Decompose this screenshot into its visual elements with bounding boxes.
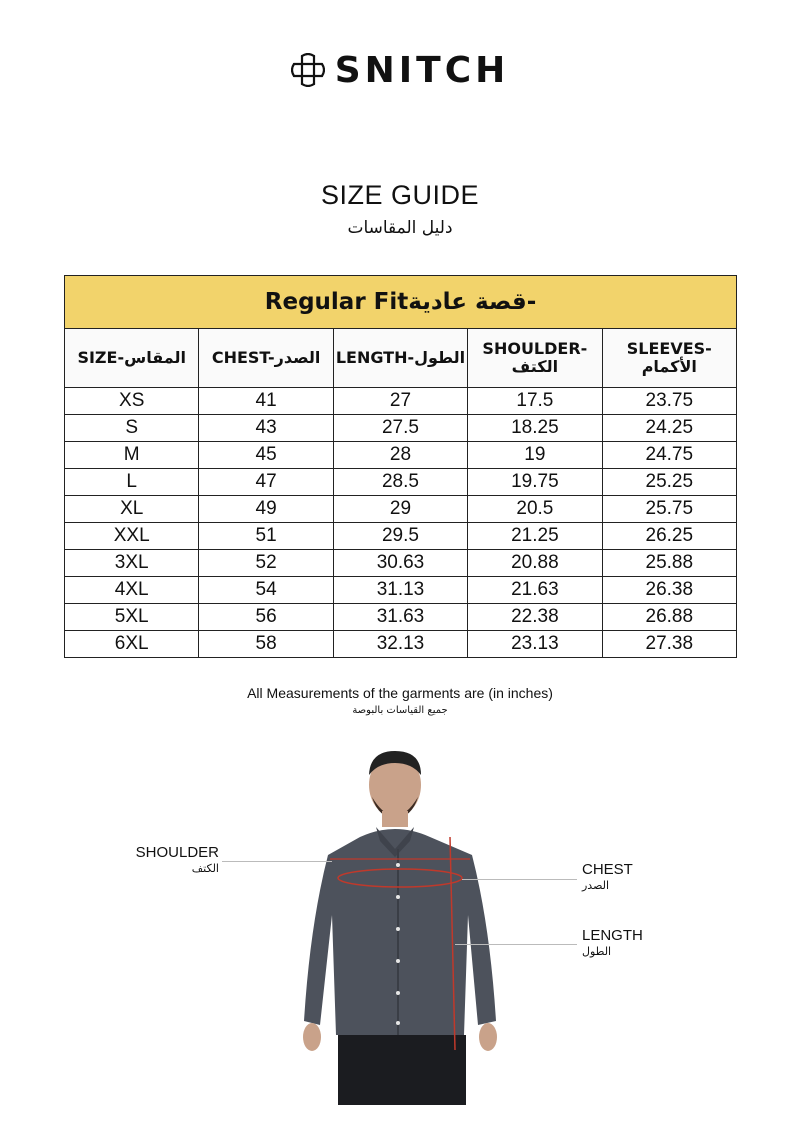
column-header: CHEST-الصدر [199, 329, 333, 388]
length-guide-line [455, 944, 577, 945]
size-table [64, 275, 737, 658]
table-cell: 18.25 [468, 415, 602, 442]
table-cell: 58 [199, 631, 333, 658]
table-cell: 26.88 [602, 604, 736, 631]
table-row [65, 631, 737, 658]
table-cell: 19 [468, 442, 602, 469]
table-cell: 25.75 [602, 496, 736, 523]
table-row [65, 496, 737, 523]
table-cell: 52 [199, 550, 333, 577]
table-cell: 26.38 [602, 577, 736, 604]
measurement-note-ar: جميع القياسات بالبوصة [352, 705, 448, 716]
column-header-row [65, 329, 737, 388]
shirt [304, 829, 496, 1035]
table-cell: 20.5 [468, 496, 602, 523]
table-cell: 29.5 [333, 523, 467, 550]
table-cell: 5XL [65, 604, 199, 631]
table-row [65, 469, 737, 496]
brand-logo [0, 50, 800, 90]
table-row [65, 523, 737, 550]
table-cell: 31.13 [333, 577, 467, 604]
table-cell: 28.5 [333, 469, 467, 496]
table-cell: 27.38 [602, 631, 736, 658]
table-cell: 4XL [65, 577, 199, 604]
table-cell: 56 [199, 604, 333, 631]
column-header: SHOULDER- الكتف [468, 329, 602, 388]
table-row [65, 388, 737, 415]
table-cell: 28 [333, 442, 467, 469]
trousers [338, 1035, 466, 1105]
table-row [65, 550, 737, 577]
table-cell: 47 [199, 469, 333, 496]
table-cell: 23.75 [602, 388, 736, 415]
table-cell: 27.5 [333, 415, 467, 442]
model-figure [300, 745, 500, 1105]
table-cell: 24.75 [602, 442, 736, 469]
length-label: LENGTH الطول [582, 927, 643, 958]
table-cell: 26.25 [602, 523, 736, 550]
table-cell: 32.13 [333, 631, 467, 658]
table-cell: 21.63 [468, 577, 602, 604]
table-cell: XXL [65, 523, 199, 550]
table-cell: S [65, 415, 199, 442]
hash-knot-icon [291, 53, 325, 87]
table-cell: 51 [199, 523, 333, 550]
column-header: LENGTH-الطول [333, 329, 467, 388]
table-cell: 20.88 [468, 550, 602, 577]
table-cell: 17.5 [468, 388, 602, 415]
table-cell: 25.88 [602, 550, 736, 577]
table-cell: M [65, 442, 199, 469]
table-cell: 31.63 [333, 604, 467, 631]
table-cell: 22.38 [468, 604, 602, 631]
page-title: SIZE GUIDE [320, 180, 480, 210]
table-cell: 6XL [65, 631, 199, 658]
table-cell: 27 [333, 388, 467, 415]
table-cell: XL [65, 496, 199, 523]
table-cell: 43 [199, 415, 333, 442]
table-cell: 49 [199, 496, 333, 523]
table-cell: 41 [199, 388, 333, 415]
table-cell: 54 [199, 577, 333, 604]
table-cell: 30.63 [333, 550, 467, 577]
table-cell: 3XL [65, 550, 199, 577]
table-row [65, 577, 737, 604]
fit-header: Regular Fitقصة عادية- [65, 276, 737, 329]
table-cell: L [65, 469, 199, 496]
size-table-body [65, 388, 737, 658]
chest-label: CHEST الصدر [582, 861, 633, 892]
chest-guide-line [462, 879, 577, 880]
table-cell: 24.25 [602, 415, 736, 442]
brand-name: SNITCH [334, 49, 510, 91]
table-cell: 45 [199, 442, 333, 469]
table-cell: 19.75 [468, 469, 602, 496]
page-subtitle: دليل المقاسات [347, 218, 453, 238]
table-row [65, 415, 737, 442]
measurement-note: All Measurements of the garments are (in inches) [247, 685, 553, 701]
column-header: SIZE-المقاس [65, 329, 199, 388]
table-cell: 29 [333, 496, 467, 523]
shoulder-label: SHOULDER الكتف [135, 844, 219, 875]
table-row [65, 604, 737, 631]
table-cell: 21.25 [468, 523, 602, 550]
table-cell: 25.25 [602, 469, 736, 496]
column-header: SLEEVES- الأكمام [602, 329, 736, 388]
shoulder-guide-line [222, 861, 332, 862]
table-cell: XS [65, 388, 199, 415]
table-cell: 23.13 [468, 631, 602, 658]
table-row [65, 442, 737, 469]
